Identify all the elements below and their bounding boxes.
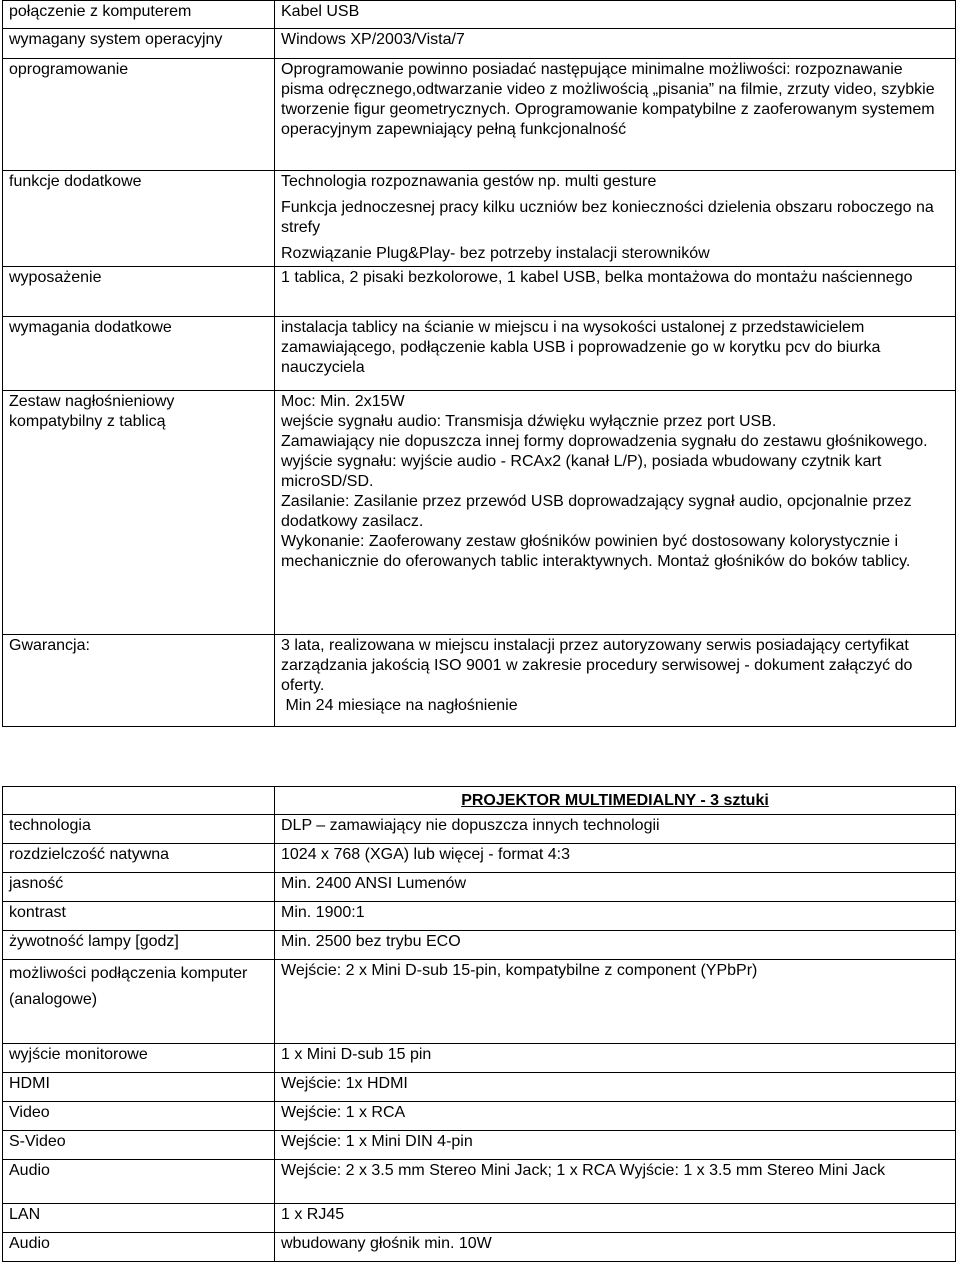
row-value: Min. 2500 bez trybu ECO [275,931,956,960]
table-row [3,267,956,317]
row-value: 1 x RJ45 [275,1204,956,1233]
table-title-row [3,787,956,815]
row-value: Wejście: 1 x Mini DIN 4-pin [275,1131,956,1160]
row-value: 3 lata, realizowana w miejscu instalacji przez autoryzowany serwis posiadający certyfikat zarządzania jakością ISO 9001 w zakresie procedury serwisowej - dokument załączyć do oferty. Min 24 miesiące na nagłośnienie [275,635,956,727]
table-row [3,1160,956,1204]
row-label: oprogramowanie [3,59,275,171]
table-row [3,1102,956,1131]
row-label: Audio [3,1233,275,1262]
row-value: instalacja tablicy na ścianie w miejscu i na wysokości ustalonej z przedstawicielem zamawiającego, podłączenie kabla USB i poprowadzenie go w korytku pcv do biurka nauczyciela [275,317,956,391]
row-value: Technologia rozpoznawania gestów np. multi gesture Funkcja jednoczesnej pracy kilku uczniów bez konieczności dzielenia obszaru roboczego na strefy Rozwiązanie Plug&Play- bez potrzeby instalacji sterowników [275,171,956,267]
row-label: jasność [3,873,275,902]
table-row [3,815,956,844]
row-value: Wejście: 1x HDMI [275,1073,956,1102]
table-row [3,59,956,171]
row-label: rozdzielczość natywna [3,844,275,873]
row-value: Min. 1900:1 [275,902,956,931]
table-row [3,931,956,960]
table-row [3,960,956,1044]
table-row [3,1,956,29]
row-label: wyposażenie [3,267,275,317]
specification-table-projector [2,786,956,1262]
table-row [3,317,956,391]
row-label: wymagany system operacyjny [3,29,275,59]
row-label: połączenie z komputerem [3,1,275,29]
row-value: Kabel USB [275,1,956,29]
row-label: S-Video [3,1131,275,1160]
projector-title: PROJEKTOR MULTIMEDIALNY - 3 sztuki [275,787,956,815]
row-label: żywotność lampy [godz] [3,931,275,960]
row-label: Zestaw nagłośnieniowy kompatybilny z tablicą [3,391,275,635]
row-label: wymagania dodatkowe [3,317,275,391]
row-value: Moc: Min. 2x15W wejście sygnału audio: Transmisja dźwięku wyłącznie przez port USB. Zamawiający nie dopuszcza innej formy doprowadzenia sygnału do zestawu głośnikowego. wyjście sygnału: wyjście audio - RCAx2 (kanał L/P), posiada wbudowany czytnik kart microSD/SD. Zasilanie: Zasilanie przez przewód USB doprowadzający sygnał audio, opcjonalnie przez dodatkowy zasilacz. Wykonanie: Zaoferowany zestaw głośników powinien być dostosowany kolorystycznie i mechanicznie do oferowanych tablic interaktywnych. Montaż głośników do boków tablicy. [275,391,956,635]
row-value: 1 x Mini D-sub 15 pin [275,1044,956,1073]
row-label: LAN [3,1204,275,1233]
specification-table-whiteboard [2,0,956,727]
table-row [3,635,956,727]
table-row [3,844,956,873]
row-label: wyjście monitorowe [3,1044,275,1073]
row-label: technologia [3,815,275,844]
table-row [3,1073,956,1102]
row-value: 1024 x 768 (XGA) lub więcej - format 4:3 [275,844,956,873]
row-label: Video [3,1102,275,1131]
table-row [3,29,956,59]
table-row [3,1233,956,1262]
table-row [3,1204,956,1233]
row-value: Wejście: 2 x Mini D-sub 15-pin, kompatybilne z component (YPbPr) [275,960,956,1044]
row-value: 1 tablica, 2 pisaki bezkolorowe, 1 kabel USB, belka montażowa do montażu naściennego [275,267,956,317]
row-value: Wejście: 1 x RCA [275,1102,956,1131]
row-label: kontrast [3,902,275,931]
table-row [3,1131,956,1160]
table-row [3,902,956,931]
table-row [3,873,956,902]
row-label: funkcje dodatkowe [3,171,275,267]
row-label: Audio [3,1160,275,1204]
table-row [3,1044,956,1073]
row-value: wbudowany głośnik min. 10W [275,1233,956,1262]
table-row [3,391,956,635]
row-label: HDMI [3,1073,275,1102]
row-value: DLP – zamawiający nie dopuszcza innych technologii [275,815,956,844]
row-label: możliwości podłączenia komputer (analogowe) [3,960,275,1044]
row-label: Gwarancja: [3,635,275,727]
row-value: Wejście: 2 x 3.5 mm Stereo Mini Jack; 1 x RCA Wyjście: 1 x 3.5 mm Stereo Mini Jack [275,1160,956,1204]
row-value: Windows XP/2003/Vista/7 [275,29,956,59]
row-value: Min. 2400 ANSI Lumenów [275,873,956,902]
row-value: Oprogramowanie powinno posiadać następujące minimalne możliwości: rozpoznawanie pisma odręcznego,odtwarzanie video z możliwością „pisania” na filmie, zrzuty video, szybkie tworzenie figur geometrycznych. Oprogramowanie kompatybilne z zaoferowanym systemem operacyjnym zapewniający pełną funkcjonalność [275,59,956,171]
table-row [3,171,956,267]
